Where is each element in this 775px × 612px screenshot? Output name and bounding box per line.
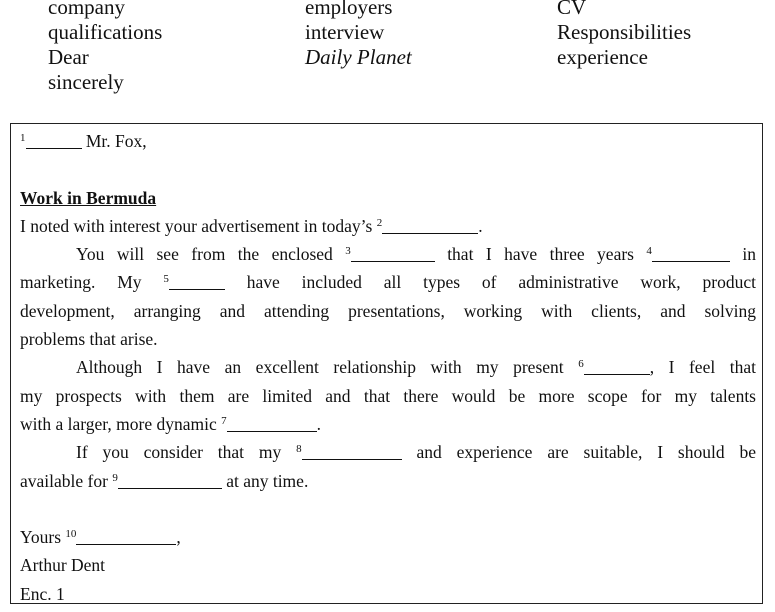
gap-number: 6 xyxy=(578,358,584,371)
blank-4[interactable] xyxy=(652,246,730,262)
paragraph-2-line-4: problems that arise. xyxy=(20,329,158,350)
letter-box xyxy=(10,123,763,604)
paragraph-3-line-1 xyxy=(20,353,756,381)
paragraph-2-line-3: development, arranging and attending presentations, working with clients, and solving xyxy=(20,300,756,321)
text-run: that I have three years xyxy=(434,244,647,265)
word-item: Dear xyxy=(48,45,89,69)
gap-number: 2 xyxy=(376,216,383,229)
blank-6[interactable] xyxy=(584,359,650,375)
paragraph-1 xyxy=(20,212,756,240)
blank-line xyxy=(20,495,756,523)
gap-number: 8 xyxy=(296,443,302,456)
gap-number: 7 xyxy=(221,414,227,427)
blank-3[interactable] xyxy=(351,246,435,262)
word-bank xyxy=(0,0,775,110)
paragraph-4-line-2 xyxy=(20,467,756,495)
word-item: qualifications xyxy=(48,20,163,44)
text-run: have included all types of administrative work, product xyxy=(224,272,756,293)
text-run: available for xyxy=(20,470,113,491)
text-run: If you consider that my xyxy=(76,442,297,463)
closing-line xyxy=(20,523,756,551)
blank-7[interactable] xyxy=(227,416,317,432)
gap-number: 5 xyxy=(163,273,169,286)
word-item: Responsibilities xyxy=(557,20,692,44)
text-run: at any time. xyxy=(221,470,309,491)
text-run: . xyxy=(478,215,483,236)
text-run: . xyxy=(316,413,322,434)
gap-number: 10 xyxy=(65,528,77,541)
text-run: I noted with interest your advertisement in today’s xyxy=(20,215,377,236)
paragraph-4-line-1 xyxy=(20,438,756,466)
text-run: marketing. My xyxy=(20,272,164,293)
paragraph-3-line-3 xyxy=(20,410,756,438)
gap-number: 3 xyxy=(345,245,351,258)
text-run: in xyxy=(729,244,756,265)
salutation-text: Mr. Fox, xyxy=(81,131,147,151)
gap-number: 9 xyxy=(112,471,118,484)
word-item: sincerely xyxy=(48,70,124,94)
blank-5[interactable] xyxy=(169,274,225,290)
word-item: interview xyxy=(305,20,385,44)
word-bank-column-2 xyxy=(305,0,412,70)
text-run: Although I have an excellent relationship with my present xyxy=(76,357,579,378)
text-run: and experience are suitable, I should be xyxy=(401,442,756,463)
signature: Arthur Dent xyxy=(20,555,106,576)
gap-number: 4 xyxy=(646,245,652,258)
blank-line xyxy=(20,155,756,183)
text-run: , I feel that xyxy=(649,357,756,378)
paragraph-2-line-2 xyxy=(20,268,756,296)
text-run: You will see from the enclosed xyxy=(76,244,346,265)
blank-2[interactable] xyxy=(382,218,478,234)
salutation-line xyxy=(20,127,756,155)
blank-8[interactable] xyxy=(302,444,402,460)
letter-heading: Work in Bermuda xyxy=(20,187,157,208)
blank-10[interactable] xyxy=(76,529,176,545)
gap-number: 1 xyxy=(20,132,26,144)
blank-9[interactable] xyxy=(118,473,222,489)
word-item: Daily Planet xyxy=(305,45,412,69)
text-run: with a larger, more dynamic xyxy=(20,413,222,434)
word-item: company xyxy=(48,0,125,19)
letter-body xyxy=(20,127,756,608)
word-item: experience xyxy=(557,45,648,69)
word-item: CV xyxy=(557,0,587,19)
enclosure-note: Enc. 1 xyxy=(20,583,65,604)
word-bank-column-3 xyxy=(557,0,691,70)
text-run: , xyxy=(176,527,181,548)
text-run: Yours xyxy=(20,527,66,548)
word-bank-column-1 xyxy=(48,0,162,95)
word-item: employers xyxy=(305,0,393,19)
paragraph-2-line-1 xyxy=(20,240,756,268)
paragraph-3-line-2: my prospects with them are limited and that there would be more scope for my talents xyxy=(20,385,756,406)
blank-1[interactable] xyxy=(26,133,82,149)
